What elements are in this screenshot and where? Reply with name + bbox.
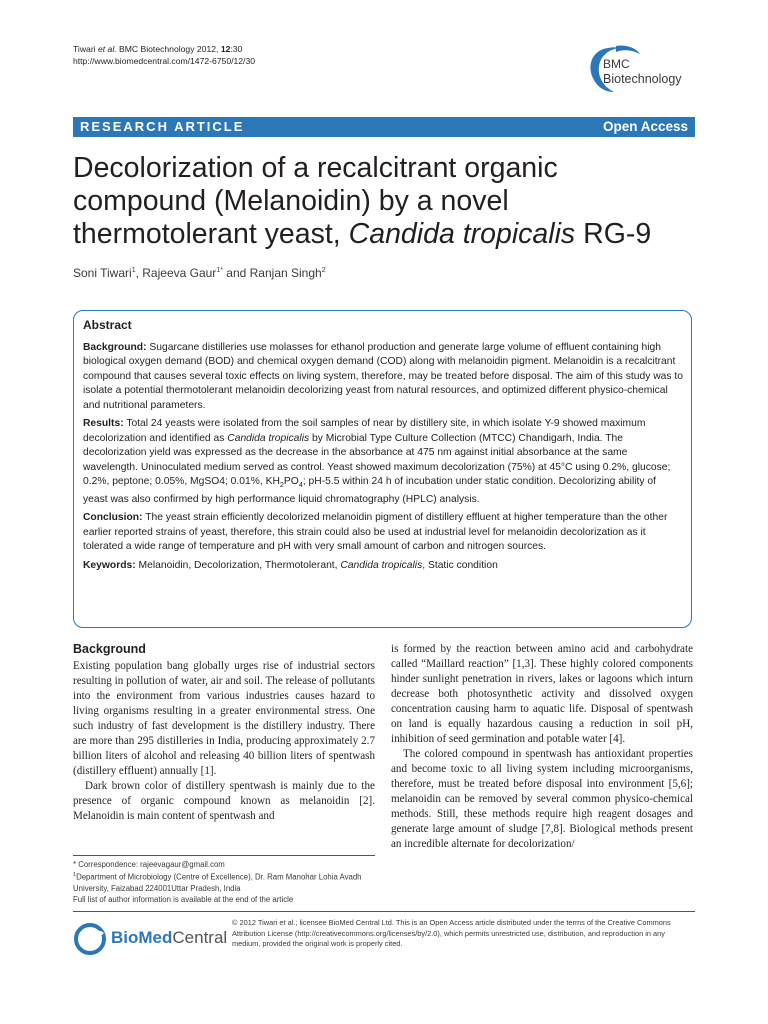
abstract-results <box>83 417 683 507</box>
abstract-results-sub-1: 2 <box>279 480 284 490</box>
citation-author: Tiwari <box>73 44 96 54</box>
abstract-heading: Abstract <box>83 318 132 332</box>
body-right-column <box>391 642 693 852</box>
abstract-results-species: Candida tropicalis <box>227 432 310 444</box>
affiliation-sup: 1 <box>73 872 77 878</box>
title-species: Candida tropicalis <box>348 218 576 250</box>
abstract-box <box>73 310 692 628</box>
author-1[interactable]: Soni Tiwari <box>73 266 132 280</box>
author-list <box>73 266 326 280</box>
biomed-text: BioMed <box>111 928 173 947</box>
article-title <box>73 152 673 251</box>
central-text: Central <box>172 928 228 947</box>
article-type-banner <box>73 117 695 137</box>
abstract-conclusion-text: The yeast strain efficiently decolorized melanoidin pigment of distillery effluent at higher temperature than the other earlier reported strains of yeast, therefore, this strain could also be used at industrial level for melanoidin decolorization as it tolerated a wide range of temperature and pH with very small amount of carbon and nitrogen sources. <box>83 512 668 553</box>
body-right-paragraph-1: is formed by the reaction between amino acid and carbohydrate called “Maillard reaction” [1,3]. These highly colored components hinder sunlight penetration in rivers, lakes or lagoons which inturn decrease both photosynthetic activity and dissolved oxygen concentration causing harm to aquatic life. Disposal of spentwash on land is equally hazardous causing a reduction in soil pH, inhibition of seed germination and potable water [4]. <box>391 643 693 745</box>
keywords-text: Melanoidin, Decolorization, Thermotolerant, <box>138 559 338 571</box>
biomed-central-logo <box>73 920 228 956</box>
abstract-conclusion-label: Conclusion: <box>83 512 143 524</box>
citation-page: :30 <box>230 44 243 54</box>
affiliation-text: Department of Microbiology (Centre of Excellence), Dr. Ram Manohar Lohia Avadh University, Faizabad 224001Uttar Pradesh, India <box>73 872 362 893</box>
abstract-results-text-3: PO <box>283 476 299 487</box>
abstract-results-text-2: by Microbial Type Culture Collection (MTCC) Chandigarh, India. The decolorization yield was expressed as the decrease in the absorbance at 475 nm against initial absorbance at the same wavelength. Uninoculated medium served as control. Yeast showed maximum decolorization (75%) at 45°C using 0.2%, glucose; 0.2%, peptone; 0.05%, MgSO4; 0.01%, KH <box>83 432 671 487</box>
title-line-1: Decolorization of a recalcitrant organic <box>73 152 558 184</box>
citation-year: 2012, <box>196 44 219 54</box>
citation-etal: et al. <box>98 44 117 54</box>
footer-divider <box>73 911 695 912</box>
abstract-background-label: Background: <box>83 341 147 353</box>
abstract-results-text-1: Total 24 yeasts were isolated from the soil samples of near by distillery site, in which isolate Y-9 showed maximum decolorization and identified as <box>83 418 646 444</box>
logo-biotechnology-text: Biotechnology <box>603 72 682 86</box>
journal-url[interactable]: http://www.biomedcentral.com/1472-6750/12/30 <box>73 56 256 66</box>
citation-journal: BMC Biotechnology <box>119 44 195 54</box>
keywords-post: , Static condition <box>422 559 498 571</box>
body-left-column <box>73 642 375 824</box>
full-list-note: Full list of author information is available at the end of the article <box>73 894 294 904</box>
author-3[interactable]: and Ranjan Singh <box>226 266 322 280</box>
open-access-label: Open Access <box>602 119 688 134</box>
author-3-affiliation: 2 <box>321 267 326 274</box>
journal-citation <box>73 43 242 56</box>
abstract-keywords <box>83 559 683 574</box>
abstract-conclusion <box>83 511 683 555</box>
title-line-3-pre: thermotolerant yeast, <box>73 218 341 250</box>
citation-volume: 12 <box>220 44 231 54</box>
keywords-species: Candida tropicalis <box>340 559 423 571</box>
body-left-paragraph-2: Dark brown color of distillery spentwash is mainly due to the presence of organic compound known as melanoidin [2]. Melanoidin is main content of spentwash and <box>73 780 375 822</box>
keywords-label: Keywords: <box>83 559 136 571</box>
correspondence-note: * Correspondence: rajeevagaur@gmail.com <box>73 860 225 869</box>
logo-bmc-text: BMC <box>603 57 630 71</box>
abstract-results-text-4: ; pH-5.5 within 24 h of incubation under static condition. Decolorizing ability of yeast was also confirmed by high performance liquid chromatography (HPLC) analysis. <box>83 476 656 505</box>
background-heading: Background <box>73 642 146 656</box>
abstract-results-sub-2: 4 <box>298 480 303 490</box>
abstract-background-text: Sugarcane distilleries use molasses for ethanol production and generate large volume of effluent containing high biological oxygen demand (BOD) and chemical oxygen demand (COD) along with melanoidin pigment. Melanoidin is a recalcitrant compound that causes several toxic effects on living system, therefore, may be treated before disposal. The aim of this study was to isolate a potential thermotolerant melanoidin decolorizing yeast from natural resources, and optimized different physico-chemical and nutritional parameters. <box>83 341 684 411</box>
title-line-2: compound (Melanoidin) by a novel <box>73 185 509 217</box>
body-right-paragraph-2: The colored compound in spentwash has antioxidant properties and become toxic to all living system including microorganisms, therefore, must be treated before disposal into environment [5,6]; melanoidin can be removed by several common physico-chemical methods. Still, these methods require high reagent dosages and generate large amount of sludge [7,8]. Biological methods present an incredible alternate for decolorization/ <box>391 748 693 850</box>
author-2[interactable]: , Rajeeva Gaur <box>135 266 217 280</box>
bmc-biotechnology-logo <box>586 44 702 100</box>
title-line-3-post: RG-9 <box>583 218 652 250</box>
body-left-paragraph-1: Existing population bang globally urges rise of industrial sectors resulting in pollution of water, air and soil. The release of pollutants into the environment from various industries causes hazard to living organisms resulting in a greater environmental stress. One such industry of fast development is the distillery industry. There are more than 295 distilleries in India, producing approximately 2.7 billion liters of alcohol and releasing 40 billion liters of spentwash (distillery effluent) annually [1]. <box>73 660 375 777</box>
biomed-central-swoosh-icon <box>73 922 107 956</box>
author-2-affiliation: 1* <box>216 267 223 274</box>
abstract-background <box>83 341 683 414</box>
abstract-results-label: Results: <box>83 418 124 429</box>
title-line-3 <box>73 218 673 251</box>
author-1-affiliation: 1 <box>131 267 136 274</box>
copyright-notice: © 2012 Tiwari et al.; licensee BioMed Central Ltd. This is an Open Access article distributed under the terms of the Creative Commons Attribution License (http://creativecommons.org/licenses/by/2.0), which permits unrestricted use, distribution, and reproduction in any medium, provided the original work is properly cited. <box>232 918 671 948</box>
research-article-label: RESEARCH ARTICLE <box>80 119 245 134</box>
footnotes <box>73 855 375 905</box>
biomed-central-text <box>111 928 227 948</box>
affiliation-note <box>73 870 375 894</box>
